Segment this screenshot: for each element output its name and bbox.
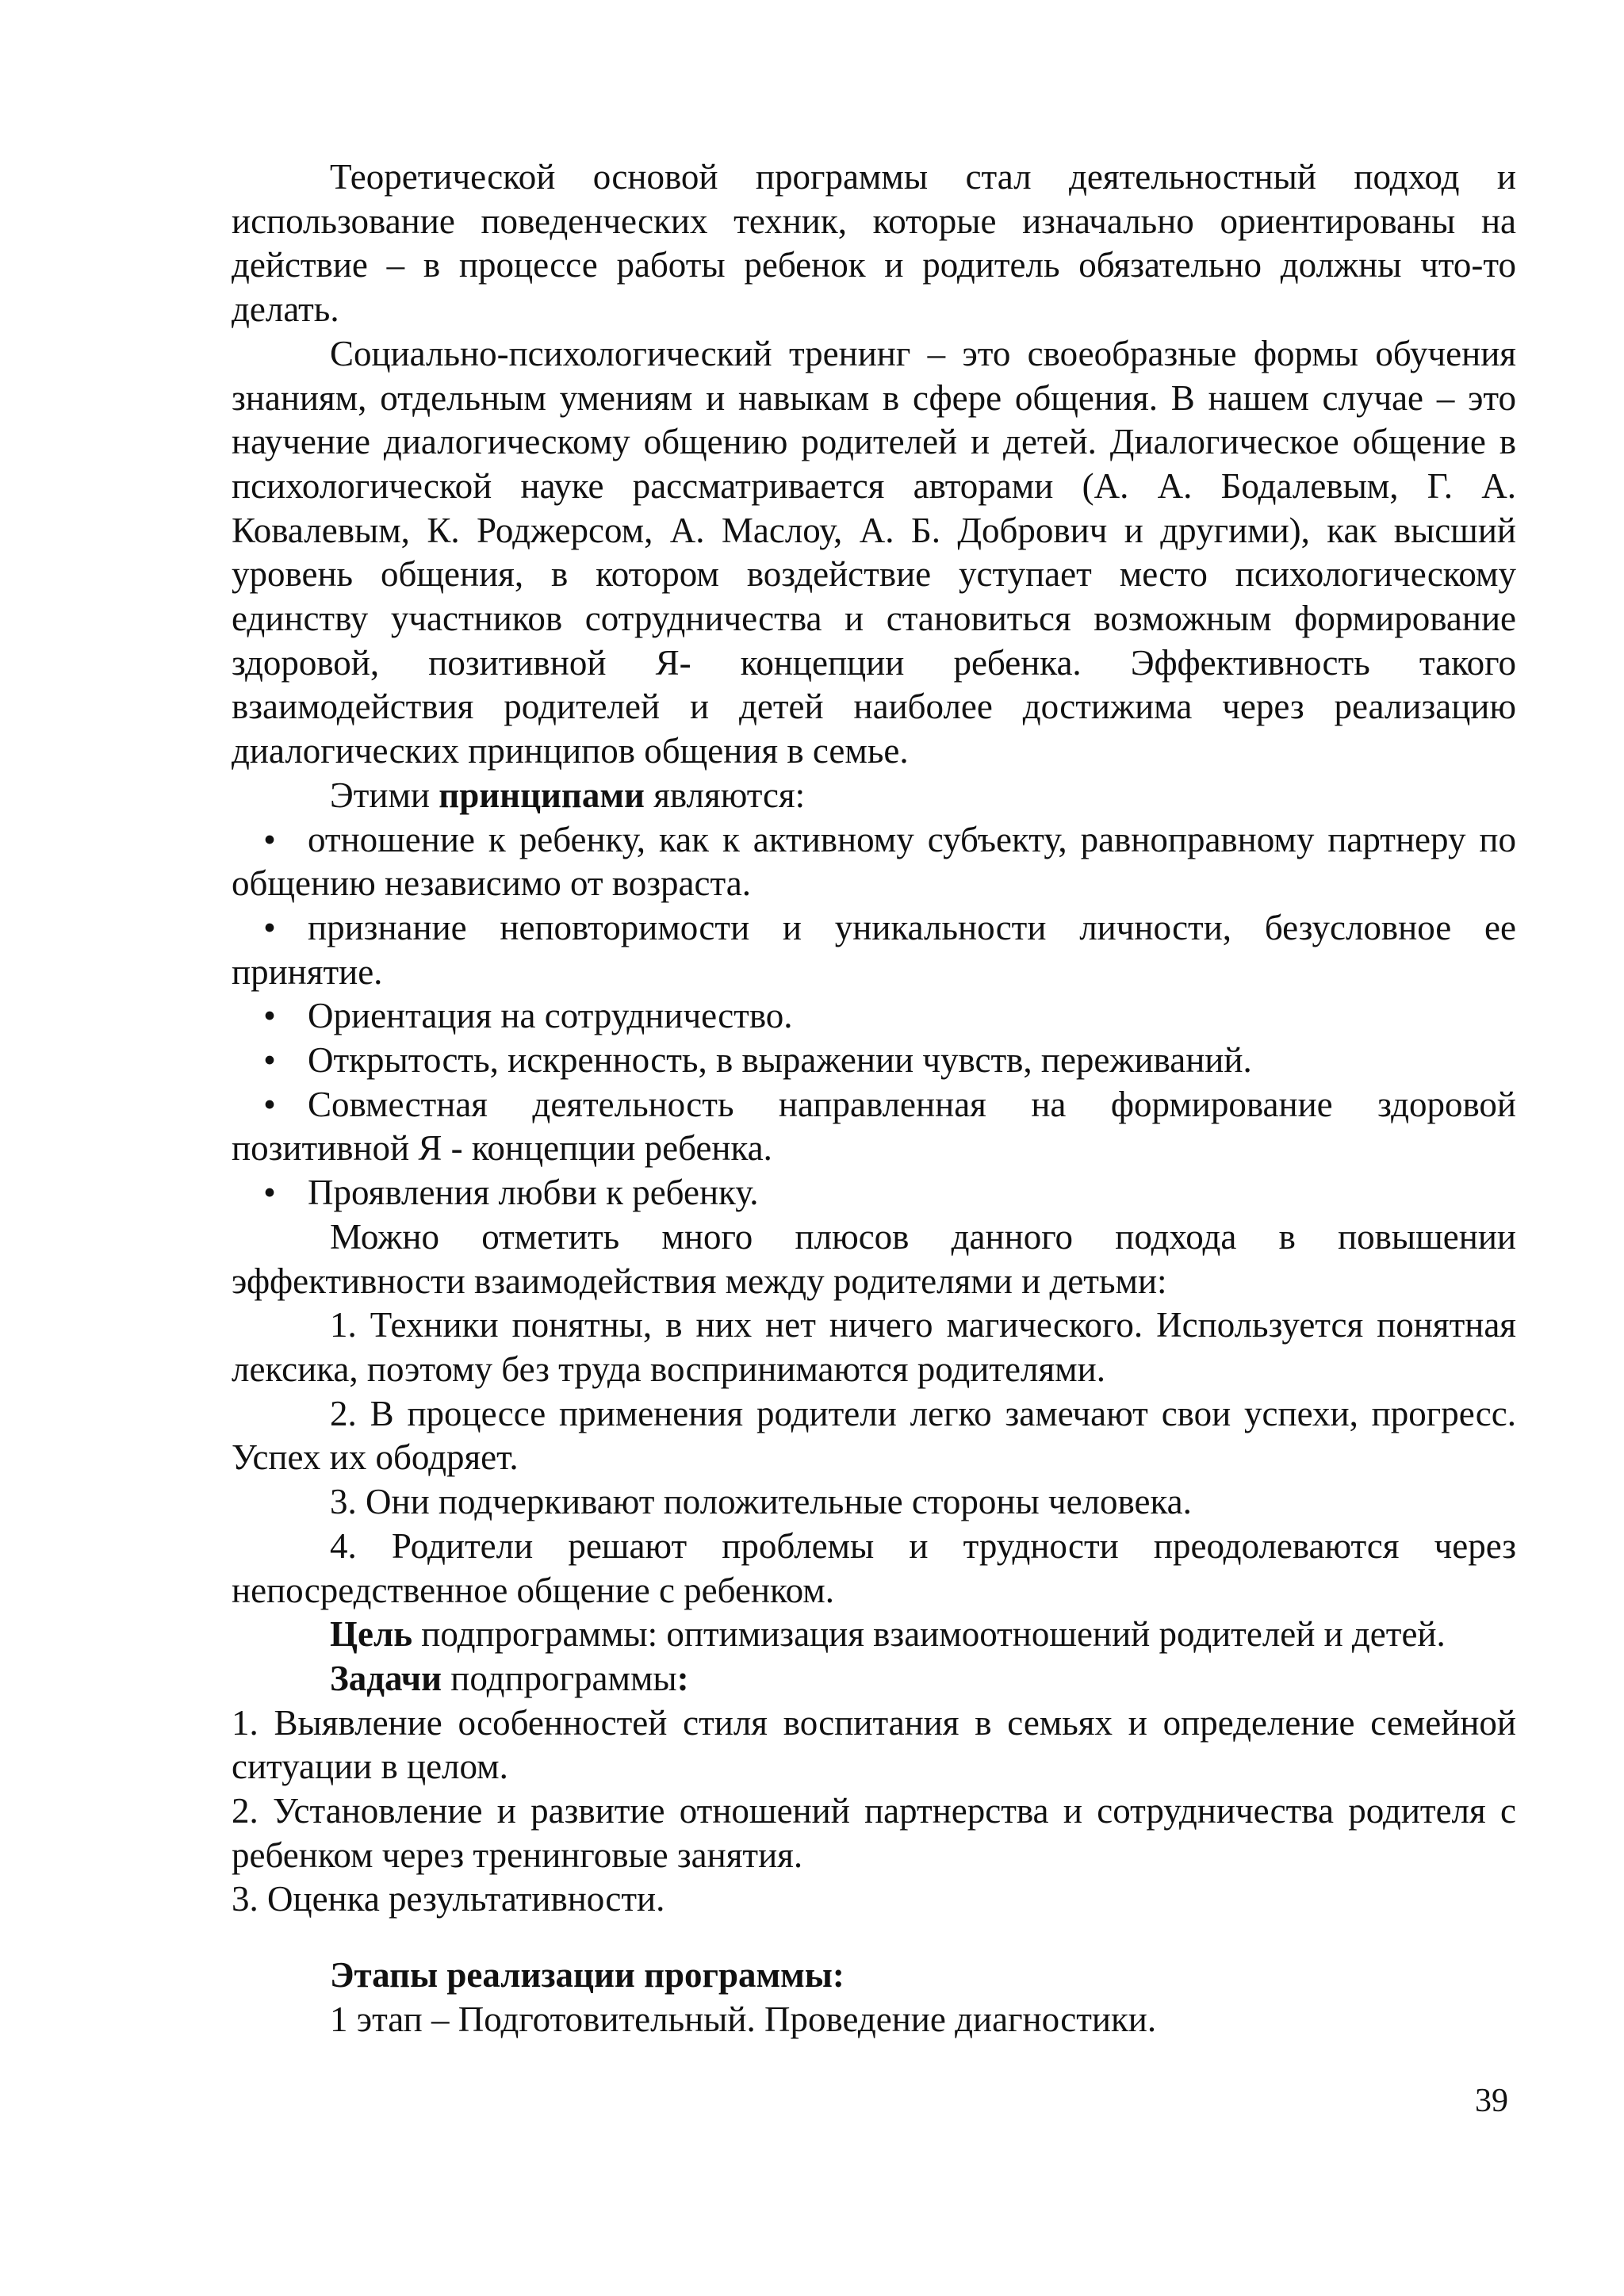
- principles-intro-text: Этими: [330, 775, 439, 815]
- bullet-icon: •: [263, 819, 276, 859]
- principle-item: [232, 818, 1516, 906]
- principle-text: Проявления любви к ребенку.: [308, 1173, 759, 1213]
- page-body: [232, 155, 1516, 2042]
- bullet-icon: •: [263, 1173, 276, 1213]
- advantages-intro: Можно отметить много плюсов данного подхода в повышении эффективности взаимодействия между родителями и детьми:: [232, 1216, 1516, 1301]
- stages-heading-text: Этапы реализации программы:: [330, 1955, 845, 1996]
- bullet-icon: •: [263, 996, 276, 1036]
- stages-heading: [232, 1954, 1516, 1998]
- bullet-icon: •: [263, 1084, 276, 1124]
- task-item: 2. Установление и развитие отношений партнерства и сотрудничества родителя с ребенком через тренинговые занятия.: [232, 1791, 1516, 1875]
- section-gap: [232, 1922, 1516, 1954]
- principle-text: отношение к ребенку, как к активному субъекту, равноправному партнеру по общению независимо от возраста.: [232, 819, 1516, 904]
- bullet-icon: •: [263, 1040, 276, 1081]
- principle-text: Открытость, искренность, в выражении чувств, переживаний.: [308, 1040, 1252, 1081]
- tasks-text: подпрограммы: [442, 1658, 677, 1698]
- principle-item: [232, 994, 1516, 1039]
- principle-item: [232, 1039, 1516, 1083]
- principles-keyword: принципами: [439, 775, 645, 815]
- advantage-item: 2. В процессе применения родители легко замечают свои успехи, прогресс. Успех их ободряет.: [232, 1393, 1516, 1478]
- principles-intro: [232, 774, 1516, 818]
- bullet-icon: •: [263, 907, 276, 947]
- task-item: 3. Оценка результативности.: [232, 1879, 665, 1919]
- principle-text: Совместная деятельность направленная на формирование здоровой позитивной Я - концепции ребенка.: [232, 1084, 1516, 1169]
- stage-item: 1 этап – Подготовительный. Проведение диагностики.: [330, 1999, 1157, 2039]
- principle-item: [232, 1171, 1516, 1215]
- task-item: 1. Выявление особенностей стиля воспитания в семьях и определение семейной ситуации в целом.: [232, 1702, 1516, 1787]
- goal-paragraph: [232, 1613, 1516, 1657]
- intro-paragraph: Теоретической основой программы стал деятельностный подход и использование поведенческих техник, которые изначально ориентированы на действие – в процессе работы ребенок и родитель обязательно должны что-то делать.: [232, 157, 1516, 330]
- principle-item: [232, 1083, 1516, 1171]
- advantage-item: 4. Родители решают проблемы и трудности преодолеваются через непосредственное общение с ребенком.: [232, 1525, 1516, 1610]
- advantage-item: 3. Они подчеркивают положительные стороны человека.: [330, 1482, 1192, 1522]
- principle-text: Ориентация на сотрудничество.: [308, 996, 793, 1036]
- page-number: 39: [1475, 2083, 1508, 2119]
- goal-label: Цель: [330, 1614, 413, 1655]
- principle-text: признание неповторимости и уникальности личности, безусловное ее принятие.: [232, 907, 1516, 992]
- principles-intro-tail: являются:: [644, 775, 806, 815]
- goal-text: подпрограммы: оптимизация взаимоотношений родителей и детей.: [412, 1614, 1446, 1655]
- training-paragraph: Социально-психологический тренинг – это своеобразные формы обучения знаниям, отдельным умениям и навыкам в сфере общения. В нашем случае – это научение диалогическому общению родителей и детей. Диалогическое общение в психологической науке рассматривается авторами (А. А. Бодалевым, Г. А. Ковалевым, К. Роджерсом, А. Маслоу, А. Б. Добрович и другими), как высший уровень общения, в котором воздействие уступает место психологическому единству участников сотрудничества и становиться возможным формирование здоровой, позитивной Я- концепции ребенка. Эффективность такого взаимодействия родителей и детей наиболее достижима через реализацию диалогических принципов общения в семье.: [232, 333, 1516, 771]
- tasks-label: Задачи: [330, 1658, 442, 1698]
- advantage-item: 1. Техники понятны, в них нет ничего магического. Используется понятная лексика, поэтому без труда воспринимаются родителями.: [232, 1305, 1516, 1389]
- tasks-heading: [232, 1657, 1516, 1701]
- principle-item: [232, 906, 1516, 994]
- tasks-colon: :: [676, 1658, 689, 1698]
